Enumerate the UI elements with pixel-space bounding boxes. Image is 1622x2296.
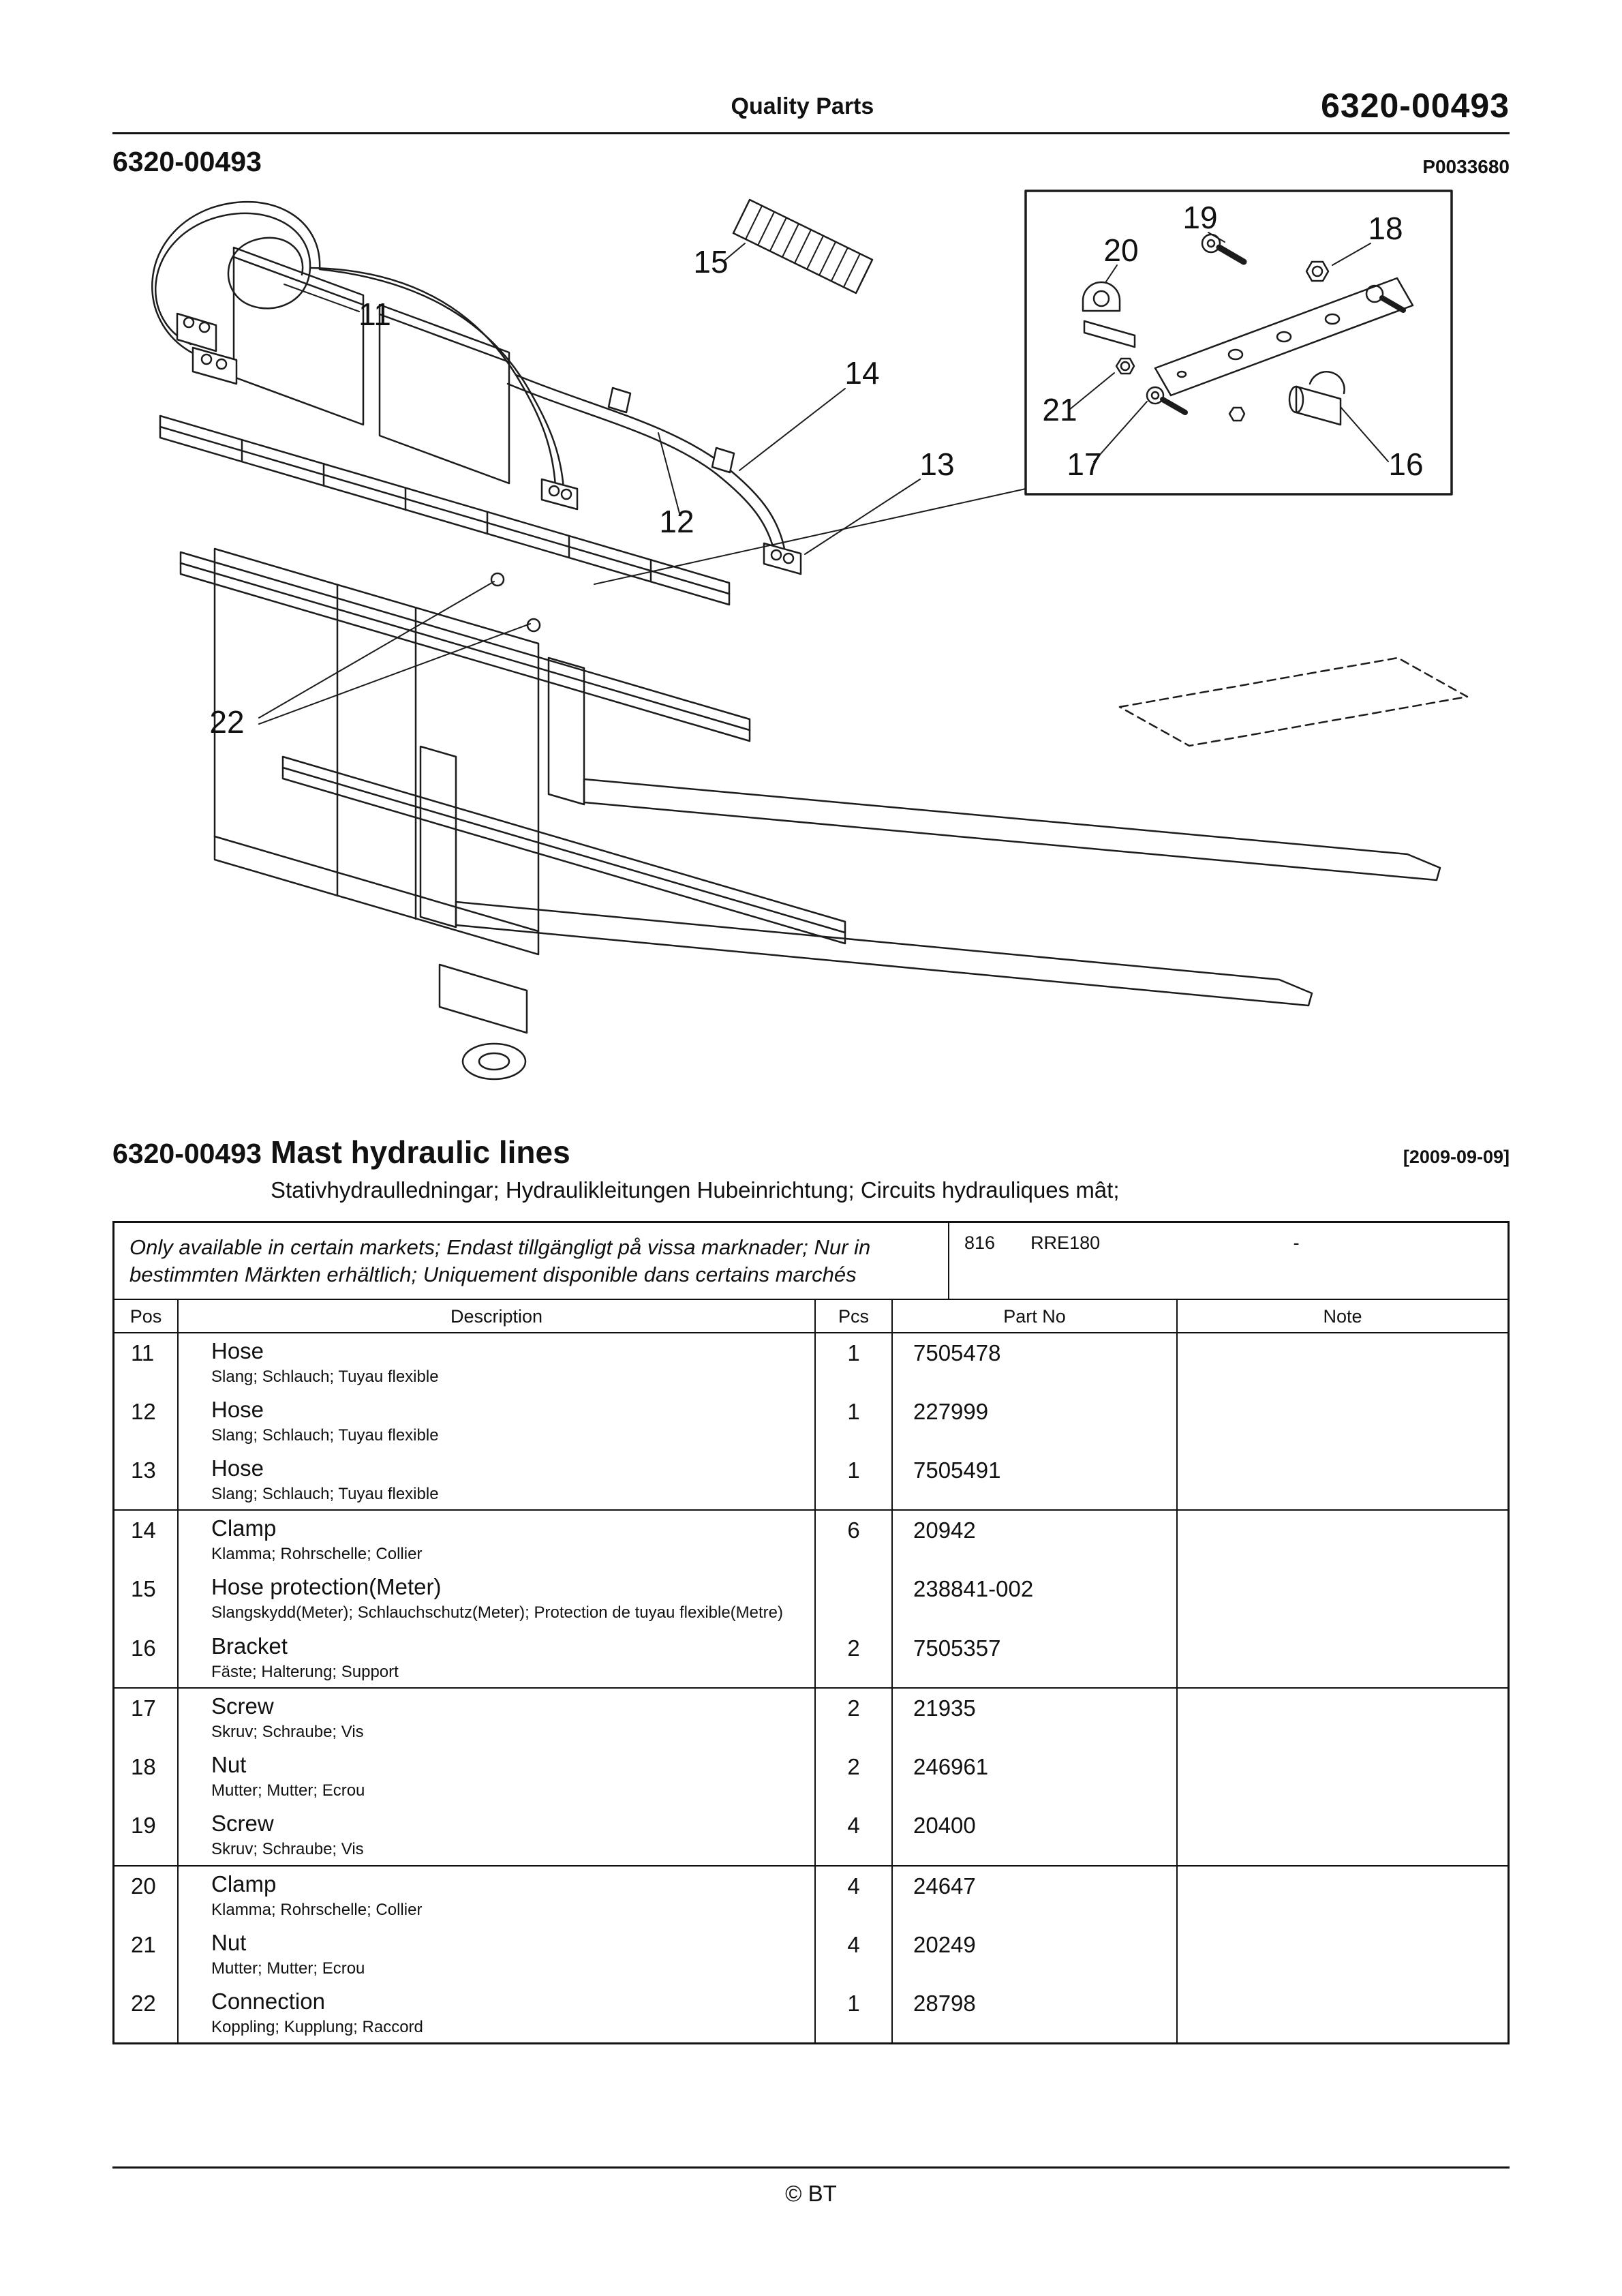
part-translations: Slang; Schlauch; Tuyau flexible [211,1367,439,1386]
part-name: Clamp [211,1515,277,1541]
part-pos: 19 [131,1813,156,1839]
carriage-rails [160,416,750,741]
part-name: Bracket [211,1633,288,1659]
table-row [114,1806,1508,1865]
page-footer [112,2166,1510,2207]
part-pcs: 4 [815,1806,892,1865]
callout-21: 21 [1042,392,1077,427]
part-translations: Slang; Schlauch; Tuyau flexible [211,1484,439,1503]
part-translations: Mutter; Mutter; Ecrou [211,1781,365,1800]
callout-22: 22 [209,704,245,740]
part-note [1177,1925,1508,1984]
part-note [1177,1333,1508,1392]
part-number: 20942 [892,1510,1177,1569]
part-pcs [815,1569,892,1628]
availability-note: Only available in certain markets; Endast tillgängligt på vissa marknader; Nur in bestimmten Märkten erhältlich; Uniquement disponible dans certains marchés [114,1223,949,1299]
part-number: 20249 [892,1925,1177,1984]
figure-doc-number: 6320-00493 [112,146,262,177]
part-pos: 11 [131,1340,155,1365]
callout-11: 11 [358,297,391,332]
section-doc-number: 6320-00493 [112,1138,262,1169]
model-name: RRE180 [1030,1233,1101,1253]
header-doc-number: 6320-00493 [1321,87,1510,125]
part-note [1177,1629,1508,1688]
table-row [114,1629,1508,1688]
header-rule [112,132,1510,134]
part-number: 20400 [892,1806,1177,1865]
parts-table-wrap [112,1221,1510,2044]
fork-front [420,746,1312,1006]
part-note [1177,1984,1508,2042]
callout-13: 13 [919,447,955,482]
part-desc-cell [178,1569,815,1628]
hose-clamps [609,388,734,472]
table-row [114,1925,1508,1984]
copyright-text: © BT [785,2181,837,2206]
part-pos: 18 [131,1754,156,1780]
part-pcs: 1 [815,1984,892,2042]
table-row [114,1688,1508,1747]
figure-header [112,144,1510,178]
part-pos: 22 [131,1991,156,2016]
diagram-area [112,181,1510,1130]
part-desc-cell [178,1806,815,1865]
part-pcs: 4 [815,1925,892,1984]
model-code: 816 [964,1233,996,1253]
part-name: Hose [211,1338,264,1363]
callout-16: 16 [1388,447,1424,482]
mast-plates [234,247,509,483]
part-desc-cell [178,1866,815,1925]
part-desc-cell [178,1629,815,1688]
part-number: 7505491 [892,1451,1177,1510]
part-name: Clamp [211,1871,277,1897]
model-info [949,1223,1508,1299]
part-number: 238841-002 [892,1569,1177,1628]
table-row [114,1866,1508,1925]
part-name: Connection [211,1989,325,2014]
callout-14: 14 [844,355,880,391]
part-desc-cell [178,1510,815,1569]
col-header-pos: Pos [114,1300,178,1333]
part-pos: 14 [114,1510,178,1569]
part-desc-cell [178,1747,815,1806]
part-note [1177,1688,1508,1747]
parts-table [114,1300,1508,2043]
col-header-note: Note [1177,1300,1508,1333]
col-header-description: Description [178,1300,815,1333]
part-number: 7505357 [892,1629,1177,1688]
page-title: Mast hydraulic lines [271,1134,570,1170]
part-note [1177,1569,1508,1628]
part-pcs: 4 [815,1866,892,1925]
part-pos: 17 [114,1688,178,1747]
part-translations: Slangskydd(Meter); Schlauchschutz(Meter); Protection de tuyau flexible(Metre) [211,1603,784,1622]
part-number: 21935 [892,1688,1177,1747]
part-desc-cell [178,1688,815,1747]
part-desc-cell [178,1925,815,1984]
part-pcs: 1 [815,1451,892,1510]
table-row [114,1333,1508,1392]
exploded-view-diagram [112,181,1510,1130]
fork-rear [549,658,1440,880]
part-pos: 16 [131,1635,156,1661]
part-pos: 21 [131,1931,156,1957]
callout-19: 19 [1182,200,1218,235]
part-translations: Mutter; Mutter; Ecrou [211,1959,365,1978]
col-header-pcs: Pcs [815,1300,892,1333]
part-desc-cell [178,1333,815,1392]
part-desc-cell [178,1392,815,1451]
callout-18: 18 [1368,211,1403,246]
part-pcs: 6 [815,1510,892,1569]
table-row [114,1510,1508,1569]
section-title-block [112,1134,1510,1170]
col-header-part-no: Part No [892,1300,1177,1333]
part-name: Hose [211,1396,264,1422]
part-pcs: 1 [815,1333,892,1392]
part-name: Hose protection(Meter) [211,1574,442,1600]
part-pos: 12 [131,1398,156,1424]
support-foot [440,965,527,1079]
part-note [1177,1510,1508,1569]
section-date: [2009-09-09] [1403,1147,1510,1167]
table-row [114,1392,1508,1451]
part-pos: 13 [131,1457,156,1483]
part-note [1177,1392,1508,1451]
part-name: Screw [211,1693,274,1719]
part-number: 246961 [892,1747,1177,1806]
section-subtitle: Stativhydraulledningar; Hydraulikleitungen Hubeinrichtung; Circuits hydrauliques mât; [271,1177,1120,1203]
hose-protection-band [733,200,872,293]
part-number: 28798 [892,1984,1177,2042]
part-translations: Klamma; Rohrschelle; Collier [211,1545,423,1564]
serial-range: - [1293,1233,1300,1253]
page-header [112,80,1510,125]
part-number: 7505478 [892,1333,1177,1392]
callout-12: 12 [659,504,694,539]
callout-20: 20 [1103,232,1139,268]
part-pcs: 1 [815,1392,892,1451]
part-name: Nut [211,1929,247,1955]
part-desc-cell [178,1984,815,2042]
part-translations: Koppling; Kupplung; Raccord [211,2017,423,2036]
part-pos: 20 [114,1866,178,1925]
part-name: Nut [211,1752,247,1778]
part-translations: Fäste; Halterung; Support [211,1662,399,1681]
figure-photo-ref: P0033680 [1422,156,1510,177]
part-number: 24647 [892,1866,1177,1925]
table-header-row [114,1300,1508,1333]
part-name: Hose [211,1455,264,1481]
part-translations: Slang; Schlauch; Tuyau flexible [211,1425,439,1445]
part-note [1177,1747,1508,1806]
part-note [1177,1806,1508,1865]
part-number: 227999 [892,1392,1177,1451]
part-name: Screw [211,1811,274,1837]
part-translations: Skruv; Schraube; Vis [211,1840,364,1859]
part-pcs: 2 [815,1688,892,1747]
callout-17: 17 [1067,447,1102,482]
part-note [1177,1866,1508,1925]
table-row [114,1569,1508,1628]
availability-box [114,1223,1508,1300]
part-note [1177,1451,1508,1510]
part-pcs: 2 [815,1747,892,1806]
hidden-outline [1120,658,1467,746]
part-translations: Klamma; Rohrschelle; Collier [211,1900,423,1919]
table-row [114,1747,1508,1806]
callout-15: 15 [693,244,729,280]
part-pos: 15 [131,1576,156,1602]
table-row [114,1984,1508,2042]
part-pcs: 2 [815,1629,892,1688]
carriage-apron [215,549,845,954]
header-brand-title: Quality Parts [731,93,874,119]
part-desc-cell [178,1451,815,1510]
part-translations: Skruv; Schraube; Vis [211,1722,364,1741]
connection-fittings [491,573,540,631]
table-row [114,1451,1508,1510]
